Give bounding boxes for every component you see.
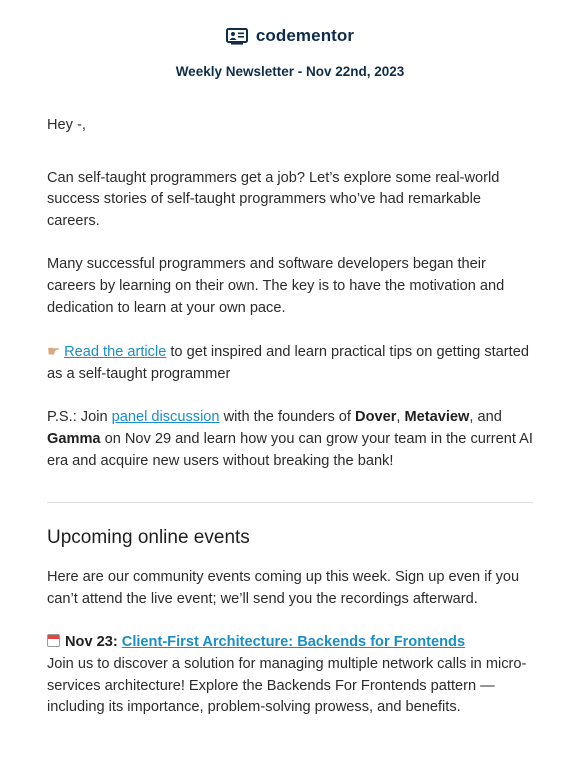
- newsletter-header: [0, 0, 580, 79]
- ps-prefix: P.S.: Join: [47, 409, 112, 426]
- codementor-logo-icon: [226, 28, 248, 45]
- company-dover: Dover: [355, 409, 397, 426]
- brand-logo[interactable]: [226, 26, 354, 46]
- company-metaview: Metaview: [404, 409, 470, 426]
- event-title-link[interactable]: Client-First Architecture: Backends for Frontends: [121, 634, 466, 651]
- event-description: Join us to discover a solution for managing multiple network calls in micro-services architecture! Explore the Backends For Frontends pattern — including its importance, problem-solving prowess, and benefits.: [47, 655, 527, 716]
- greeting: Hey -,: [47, 117, 86, 133]
- newsletter-body: [47, 115, 533, 719]
- ps-end-text: on Nov 29 and learn how you can grow your team in the current AI era and acquire new users without breaking the bank!: [47, 430, 533, 469]
- ps-separator-2: , and: [469, 409, 502, 426]
- pointing-hand-icon: ☛: [47, 343, 61, 361]
- event-title-line: [47, 632, 533, 654]
- intro-paragraph-2: Many successful programmers and software developers began their careers by learning on their own. The key is to have the motivation and dedication to learn at your own pace.: [47, 256, 505, 316]
- panel-discussion-link[interactable]: panel discussion: [111, 409, 220, 426]
- events-intro: Here are our community events coming up this week. Sign up even if you can’t attend the live event; we’ll send you the recordings afterward.: [47, 569, 520, 607]
- article-paragraph: [47, 341, 533, 385]
- section-divider: [47, 502, 533, 503]
- article-paragraph-text: to get inspired and learn practical tips on getting started as a self-taught programmer: [47, 344, 529, 382]
- ps-paragraph: [47, 407, 533, 472]
- calendar-icon: [47, 634, 60, 647]
- event-item: [47, 632, 533, 718]
- company-gamma: Gamma: [47, 430, 101, 447]
- intro-paragraph-1: Can self-taught programmers get a job? Let’s explore some real-world success stories of self-taught programmers who’ve had remarkable careers.: [47, 169, 500, 229]
- read-article-link[interactable]: Read the article: [64, 344, 167, 361]
- newsletter-subtitle: Weekly Newsletter - Nov 22nd, 2023: [175, 63, 405, 79]
- brand-name: codementor: [255, 26, 355, 45]
- event-date: Nov 23:: [65, 634, 118, 651]
- events-heading: Upcoming online events: [47, 527, 250, 549]
- ps-separator-1: ,: [396, 409, 405, 426]
- ps-mid-text: with the founders of: [219, 409, 356, 426]
